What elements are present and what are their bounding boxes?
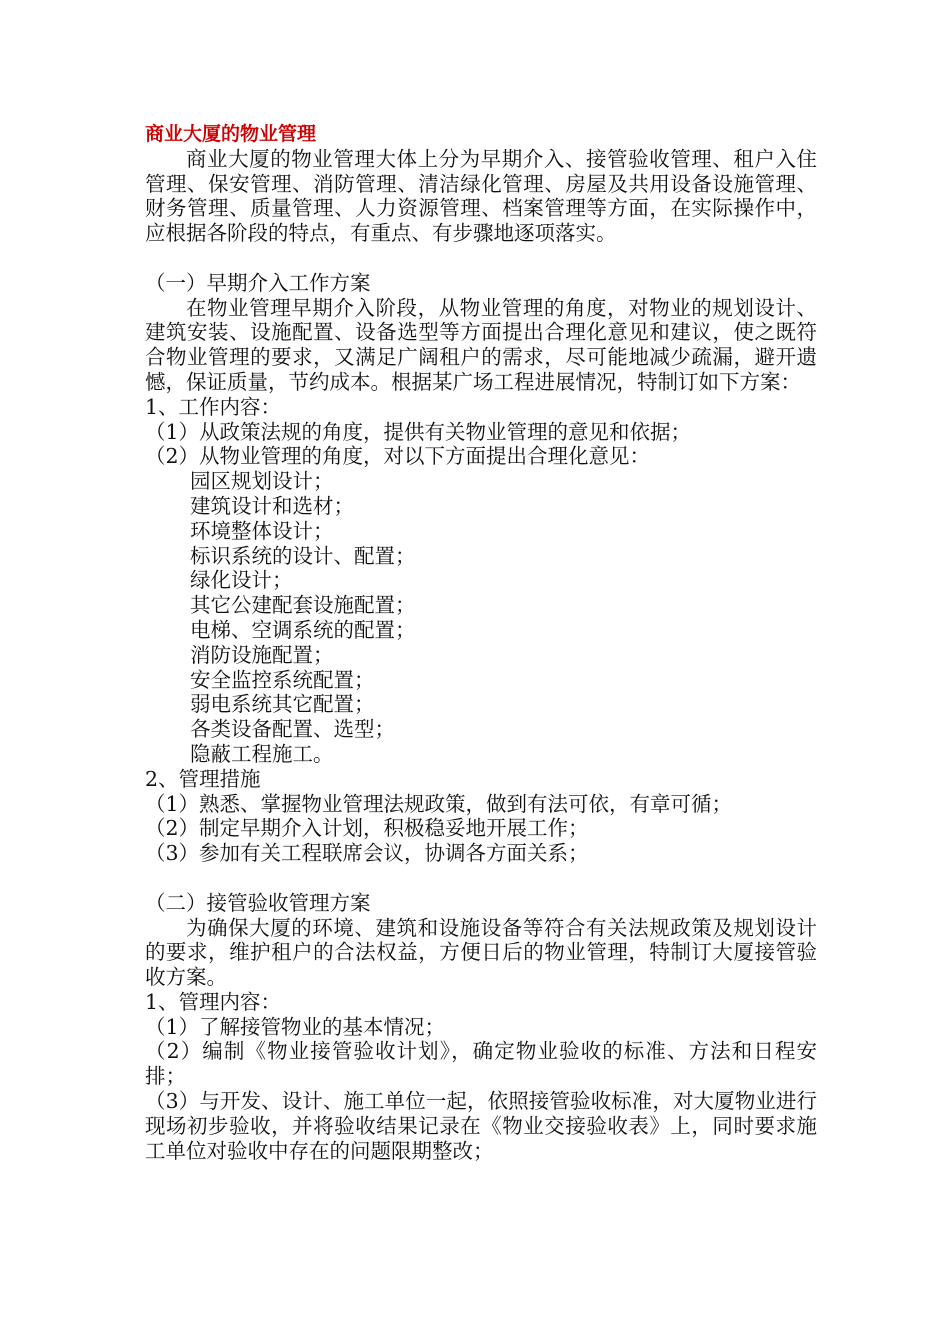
sub-item: 安全监控系统配置；: [190, 667, 375, 692]
sub-item: 消防设施配置；: [190, 642, 334, 667]
section2-item: （1）了解接管物业的基本情况；: [145, 1014, 446, 1039]
sub-item: 弱电系统其它配置；: [190, 692, 375, 717]
section2-body: 为确保大厦的环境、建筑和设施设备等符合有关法规政策及规划设计的要求，维护租户的合法权益，方便日后的物业管理，特制订大厦接管验收方案。: [145, 915, 817, 990]
sub-item: 建筑设计和选材；: [190, 493, 354, 518]
sub-item: 标识系统的设计、配置；: [190, 543, 416, 568]
sub-item: 各类设备配置、选型；: [190, 717, 395, 742]
section1-work-heading: 1、工作内容：: [145, 394, 282, 419]
measure-item: （3）参加有关工程联席会议，协调各方面关系；: [145, 841, 589, 866]
section1-work-item-2: （2）从物业管理的角度，对以下方面提出合理化意见：: [145, 444, 651, 469]
section2-content-heading: 1、管理内容：: [145, 989, 282, 1014]
section1-work-item-1: （1）从政策法规的角度，提供有关物业管理的意见和依据；: [145, 419, 692, 444]
measure-item: （1）熟悉、掌握物业管理法规政策，做到有法可依，有章可循；: [145, 791, 733, 816]
document-body: [145, 122, 817, 1163]
section1-measures-heading: 2、管理措施: [145, 766, 261, 791]
sub-item: 绿化设计；: [190, 568, 293, 593]
document-title: 商业大厦的物业管理: [145, 123, 317, 145]
section1-heading: （一）早期介入工作方案: [145, 270, 371, 295]
section2-item: （2）编制《物业接管验收计划》，确定物业验收的标准、方法和日程安排；: [145, 1039, 817, 1089]
sub-item: 电梯、空调系统的配置；: [190, 617, 416, 642]
measure-item: （2）制定早期介入计划，积极稳妥地开展工作；: [145, 816, 589, 841]
section2-heading: （二）接管验收管理方案: [145, 890, 371, 915]
intro-paragraph: 商业大厦的物业管理大体上分为早期介入、接管验收管理、租户入住管理、保安管理、消防管理、清洁绿化管理、房屋及共用设备设施管理、财务管理、质量管理、人力资源管理、档案管理等方面，在实际操作中，应根据各阶段的特点，有重点、有步骤地逐项落实。: [145, 146, 817, 246]
sub-item: 环境整体设计；: [190, 518, 334, 543]
spacer: [145, 246, 817, 271]
sub-item: 其它公建配套设施配置；: [190, 593, 416, 618]
section1-body: 在物业管理早期介入阶段，从物业管理的角度，对物业的规划设计、建筑安装、设施配置、设备选型等方面提出合理化意见和建议，使之既符合物业管理的要求，又满足广阔租户的需求，尽可能地减少疏漏，避开遗憾，保证质量，节约成本。根据某广场工程进展情况，特制订如下方案：: [145, 295, 817, 394]
spacer: [145, 866, 817, 891]
section2-item: （3）与开发、设计、施工单位一起，依照接管验收标准，对大厦物业进行现场初步验收，并将验收结果记录在《物业交接验收表》上，同时要求施工单位对验收中存在的问题限期整改；: [145, 1089, 817, 1163]
sub-item: 园区规划设计；: [190, 469, 334, 494]
sub-item: 隐蔽工程施工。: [190, 741, 334, 766]
